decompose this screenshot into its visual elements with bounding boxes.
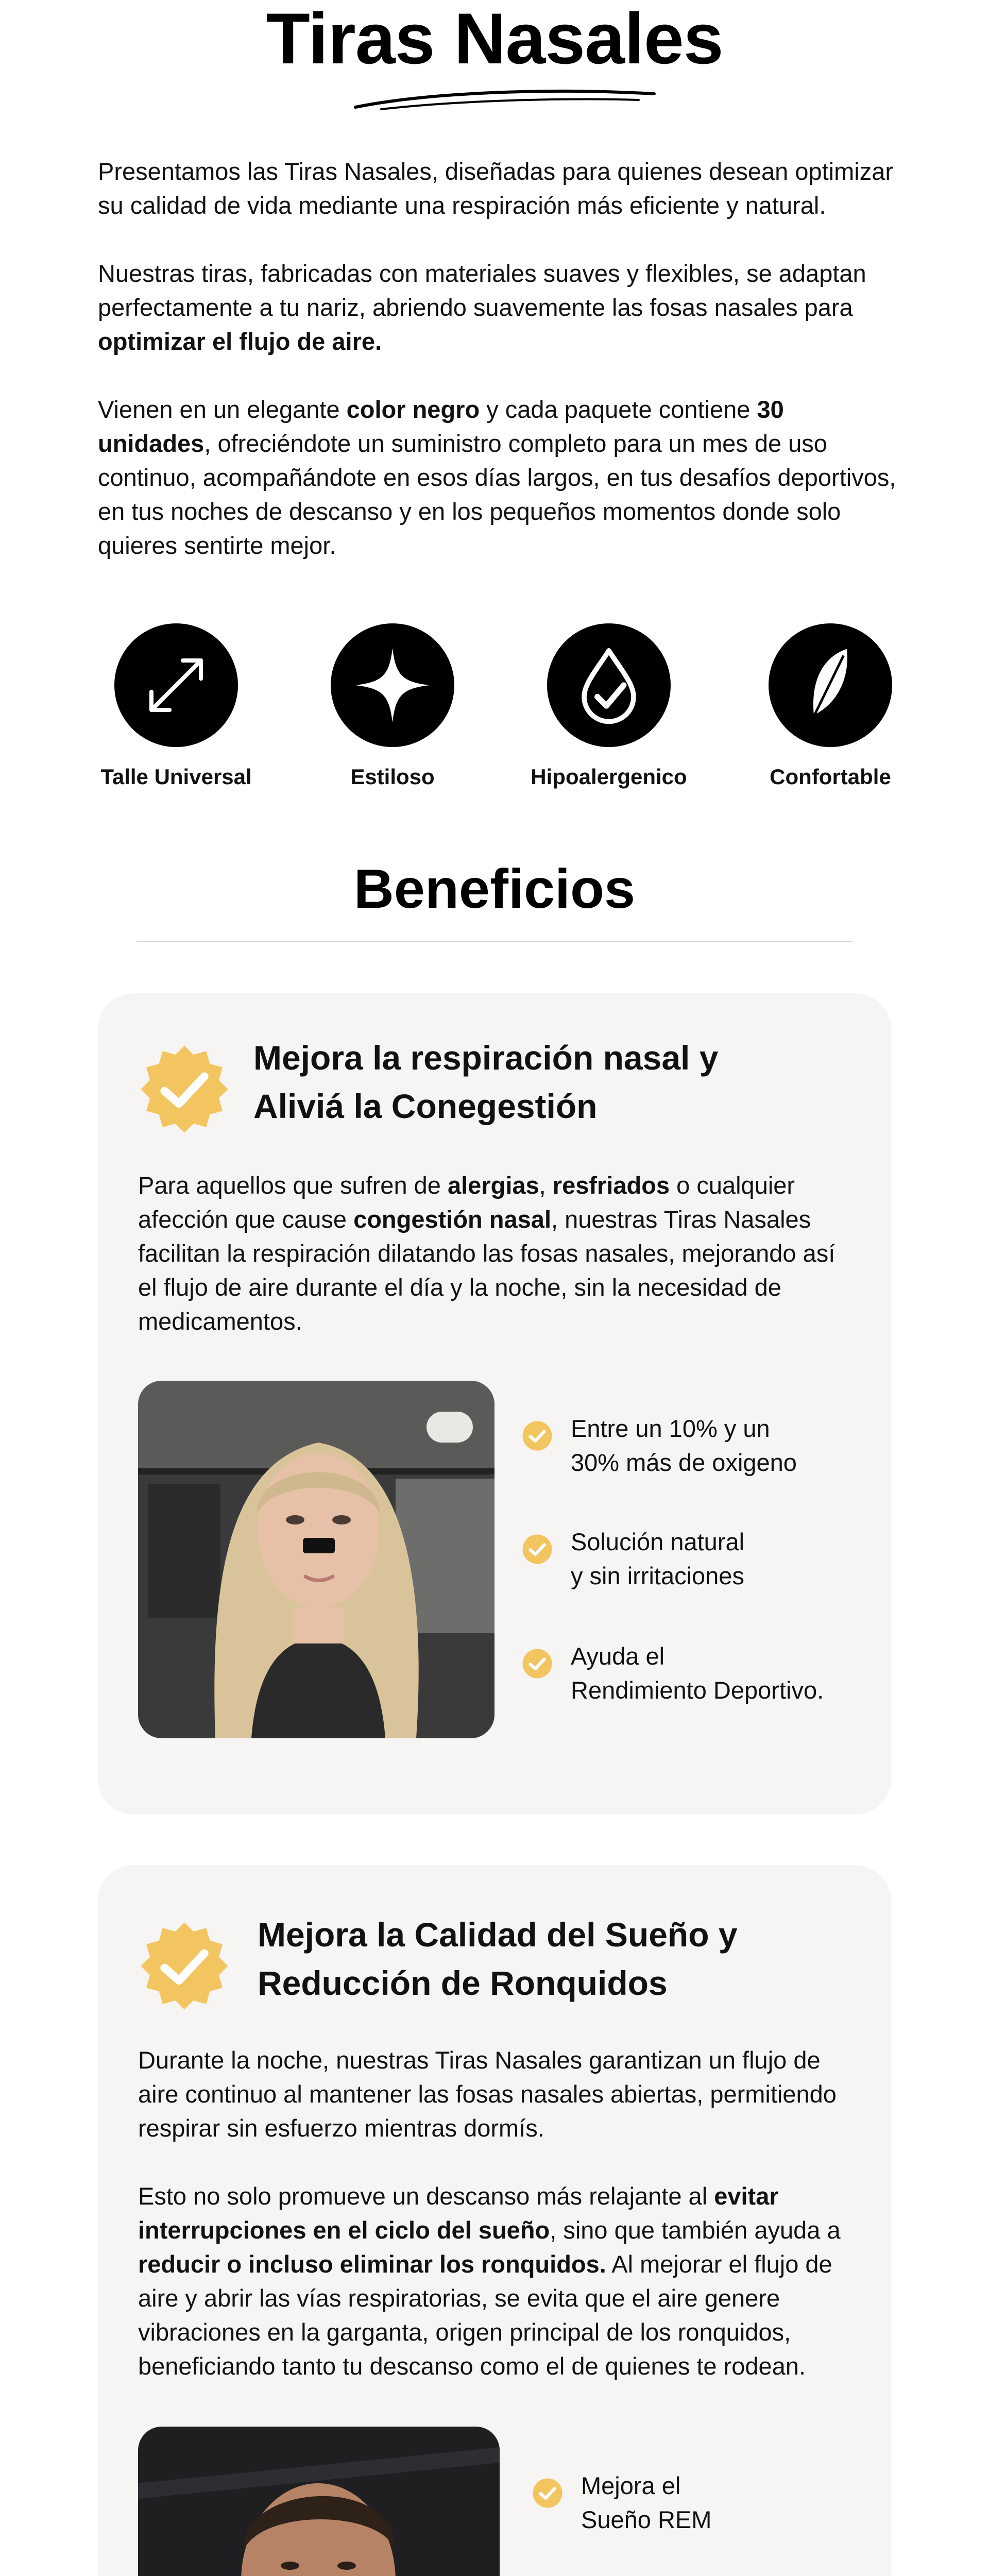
card-body: Para aquellos que sufren de alergias, resfriados o cualquier afección que cause congestión nasal, nuestras Tiras Nasales facilitan la respiración dilatando las fosas nasales, mejorando así el flujo de aire durante el día y la noche, sin la necesidad de medicamentos.: [138, 1172, 835, 1335]
benefits-title: Beneficios: [353, 857, 636, 920]
intro-paragraph: Nuestras tiras, fabricadas con materiales suaves y flexibles, se adaptan perfectamente a tu nariz, abriendo suavemente las fosas nasales para optimizar el flujo de aire.: [98, 260, 866, 355]
benefit-bullet: Ayuda el Rendimiento Deportivo.: [521, 1639, 859, 1707]
intro-text: [98, 155, 896, 597]
benefit-bullet: Mejora el Sueño REM: [532, 2469, 869, 2537]
diagonal-arrows-icon: [114, 623, 238, 747]
sparkle-star-icon: [331, 623, 454, 747]
man-training-with-nasal-strip-photo: [138, 2427, 500, 2576]
drop-check-icon: [547, 623, 671, 747]
feature-confortable: [717, 623, 944, 789]
feature-estiloso: [279, 623, 506, 789]
feature-hipoalergenico: [496, 623, 722, 789]
benefit-bullet: Entre un 10% y un 30% más de oxigeno: [521, 1412, 859, 1480]
card-body: Durante la noche, nuestras Tiras Nasales garantizan un flujo de aire continuo al mantener las fosas nasales abiertas, permitiendo respirar sin esfuerzo mientras dormís. Esto no solo promueve un descanso más relajante al evitar interrupciones en el ciclo del sueño, sino que también ayuda a reducir o incluso eliminar los ronquidos. Al mejorar el flujo de aire y abrir las vías respiratorias, se evita que el aire genere vibraciones en la garganta, origen principal de los ronquidos, beneficiando tanto tu descanso como el de quienes te rodean.: [138, 2046, 841, 2380]
feature-label: Confortable: [770, 765, 891, 789]
divider: [137, 941, 852, 942]
check-badge-icon: [532, 2477, 564, 2509]
intro-paragraph: Presentamos las Tiras Nasales, diseñadas para quienes desean optimizar su calidad de vida mediante una respiración más eficiente y natural.: [98, 158, 894, 219]
check-badge-icon: [521, 1420, 553, 1452]
intro-paragraph: Vienen en un elegante color negro y cada paquete contiene 30 unidades, ofreciéndote un suministro completo para un mes de uso continuo, acompañándote en esos días largos, en tus desafíos deportivos, en tus noches de descanso y en los pequeños momentos donde solo quieres sentirte mejor.: [98, 396, 896, 559]
feature-talle-universal: [63, 623, 289, 789]
benefit-card-sueno: [98, 1865, 891, 2576]
woman-with-nasal-strip-photo: [138, 1381, 494, 1738]
title-underline-swoosh: [350, 82, 659, 113]
check-badge-icon: [139, 1044, 230, 1134]
feature-icons-row: [0, 623, 989, 809]
feature-label: Hipoalergenico: [531, 765, 687, 789]
feature-label: Estiloso: [350, 765, 435, 789]
card-title: Mejora la Calidad del Sueño y Reducción de Ronquidos: [258, 1916, 738, 2002]
check-badge-icon: [521, 1648, 553, 1680]
check-badge-icon: [139, 1921, 230, 2011]
check-badge-icon: [521, 1533, 553, 1565]
card-title: Mejora la respiración nasal y Aliviá la Conegestión: [253, 1039, 719, 1125]
feather-icon: [769, 623, 892, 747]
benefit-bullet: Solución natural y sin irritaciones: [521, 1525, 859, 1593]
benefit-card-respiracion: [98, 993, 891, 1815]
feature-label: Talle Universal: [100, 765, 252, 789]
page-title: Tiras Nasales: [266, 0, 723, 79]
